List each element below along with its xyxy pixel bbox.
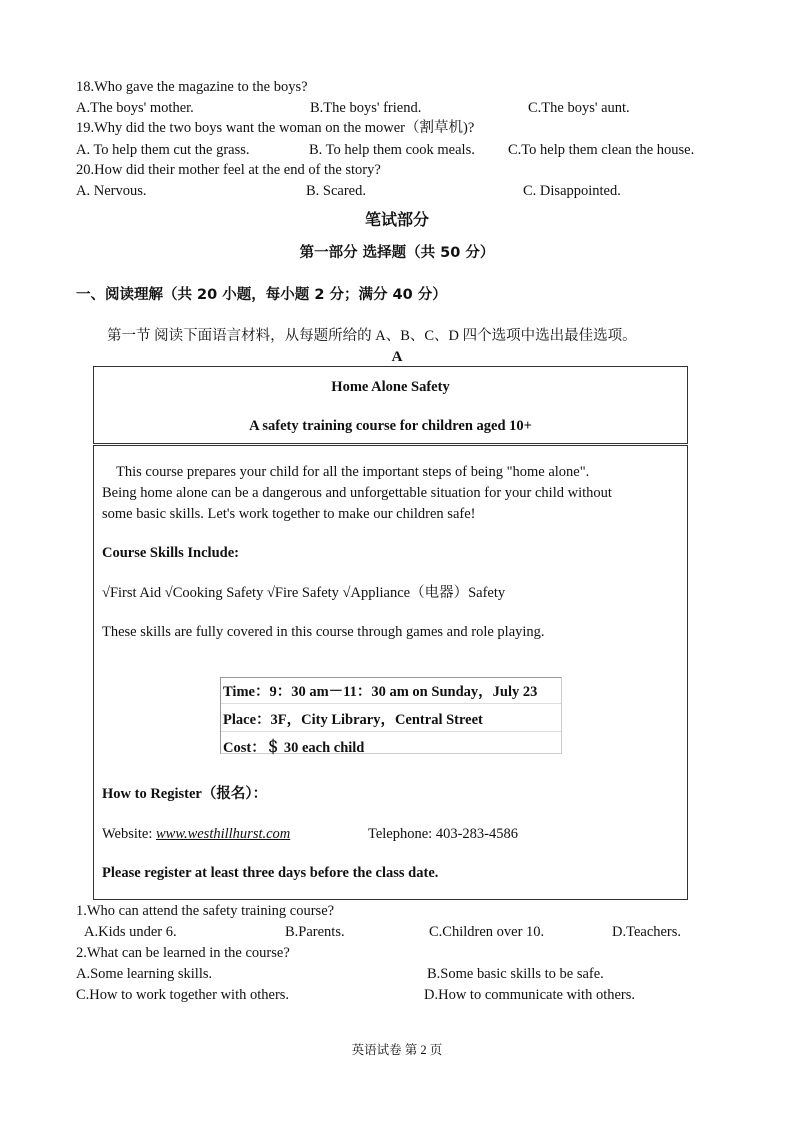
q2-option-c: C.How to work together with others. bbox=[76, 987, 290, 1003]
skills-note: These skills are fully covered in this course through games and role playing. bbox=[102, 624, 545, 640]
telephone: Telephone: 403-283-4586 bbox=[368, 826, 518, 842]
page-footer: 英语试卷 第 2 页 bbox=[351, 1043, 443, 1057]
table-divider bbox=[221, 703, 561, 704]
q2-stem: 2.What can be learned in the course? bbox=[76, 945, 290, 961]
passage-subtitle: A safety training course for children aged 10+ bbox=[249, 418, 532, 434]
q18-option-c: C.The boys' aunt. bbox=[528, 100, 630, 116]
q1-option-b: B.Parents. bbox=[285, 924, 345, 940]
course-cost: Cost：＄ 30 each child bbox=[223, 740, 365, 756]
q19-option-b: B. To help them cook meals. bbox=[309, 142, 475, 158]
website-link[interactable]: www.westhillhurst.com bbox=[156, 826, 291, 842]
q1-option-c: C.Children over 10. bbox=[429, 924, 545, 940]
passage-intro-line-2: Being home alone can be a dangerous and unforgettable situation for your child without bbox=[102, 485, 612, 501]
website-label: Website: bbox=[102, 826, 156, 842]
passage-intro-line-3: some basic skills. Let's work together to make our children safe! bbox=[102, 506, 476, 522]
website-line bbox=[102, 825, 290, 843]
q20-option-b: B. Scared. bbox=[306, 183, 366, 199]
passage-intro-line-1: This course prepares your child for all the important steps of being "home alone". bbox=[116, 464, 590, 480]
q18-option-b: B.The boys' friend. bbox=[310, 100, 422, 116]
skills-list: √First Aid √Cooking Safety √Fire Safety √Appliance（电器）Safety bbox=[102, 585, 506, 601]
course-time: Time：9：30 am－11：30 am on Sunday，July 23 bbox=[223, 684, 538, 700]
reading-section-title: 一、阅读理解（共 20 小题，每小题 2 分；满分 40 分） bbox=[76, 287, 447, 303]
q20-stem: 20.How did their mother feel at the end of the story? bbox=[76, 162, 381, 178]
section-instruction: 第一节 阅读下面语言材料，从每题所给的 A、B、C、D 四个选项中选出最佳选项。 bbox=[107, 328, 637, 344]
q19-stem: 19.Why did the two boys want the woman on the mower（割草机)? bbox=[76, 120, 475, 136]
q2-option-b: B.Some basic skills to be safe. bbox=[427, 966, 604, 982]
q18-option-a: A.The boys' mother. bbox=[76, 100, 194, 116]
course-place: Place：3F，City Library，Central Street bbox=[223, 712, 483, 728]
table-divider bbox=[221, 731, 561, 732]
q19-option-c: C.To help them clean the house. bbox=[508, 142, 695, 158]
q19-option-a: A. To help them cut the grass. bbox=[76, 142, 250, 158]
register-note: Please register at least three days before the class date. bbox=[102, 865, 439, 881]
skills-heading: Course Skills Include: bbox=[102, 545, 239, 561]
q18-stem: 18.Who gave the magazine to the boys? bbox=[76, 79, 308, 95]
written-section-title: 笔试部分 bbox=[364, 210, 429, 229]
q20-option-a: A. Nervous. bbox=[76, 183, 147, 199]
register-heading: How to Register（报名）： bbox=[102, 786, 268, 802]
q2-option-d: D.How to communicate with others. bbox=[424, 987, 636, 1003]
passage-title: Home Alone Safety bbox=[331, 379, 450, 395]
passage-label: A bbox=[391, 349, 403, 365]
q1-option-d: D.Teachers. bbox=[612, 924, 682, 940]
q2-option-a: A.Some learning skills. bbox=[76, 966, 213, 982]
part-one-title: 第一部分 选择题（共 50 分） bbox=[299, 245, 495, 261]
q1-option-a: A.Kids under 6. bbox=[84, 924, 177, 940]
q20-option-c: C. Disappointed. bbox=[523, 183, 621, 199]
q1-stem: 1.Who can attend the safety training course? bbox=[76, 903, 335, 919]
course-info-table bbox=[220, 677, 562, 754]
